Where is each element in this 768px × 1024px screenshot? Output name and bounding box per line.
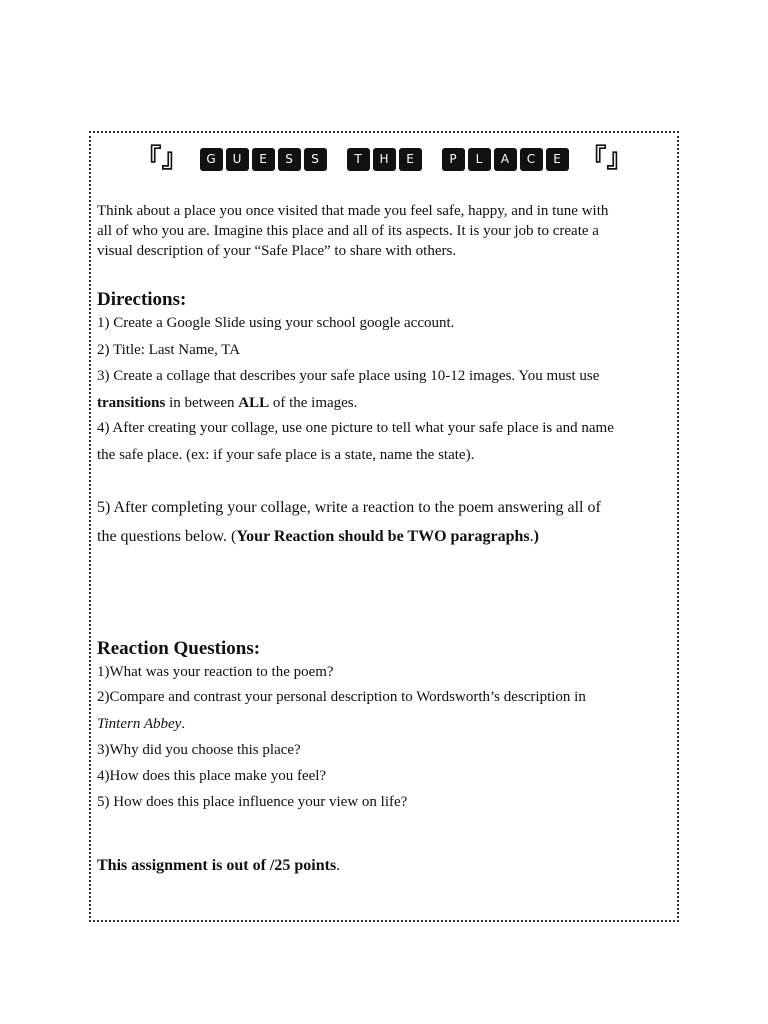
two-paragraphs-emphasis: Your Reaction should be TWO paragraphs — [236, 528, 530, 545]
title-letter: A — [494, 148, 517, 171]
title-letter: G — [200, 148, 223, 171]
transitions-emphasis: transitions — [97, 395, 166, 411]
title-letter: E — [252, 148, 275, 171]
title-left-bracket: 『』 — [135, 144, 188, 174]
all-emphasis: ALL — [238, 395, 270, 411]
reaction-question-2-end: . — [181, 716, 186, 732]
intro-line-3: visual description of your “Safe Place” to share with others. — [97, 243, 457, 259]
title-right-bracket: 『』 — [580, 144, 633, 174]
title-word-guess — [200, 148, 327, 171]
title-word-place — [442, 148, 569, 171]
reaction-question-3: 3)Why did you choose this place? — [97, 742, 301, 758]
direction-item-5-text: the questions below. ( — [97, 528, 237, 545]
title-letter: P — [442, 148, 465, 171]
reaction-question-5: 5) How does this place influence your view on life? — [97, 794, 408, 810]
direction-item-3-text: in between — [165, 395, 239, 411]
points-emphasis: This assignment is out of /25 points — [97, 857, 337, 874]
title-letter: S — [304, 148, 327, 171]
direction-item-5-close: ) — [533, 528, 539, 545]
reaction-question-2-line-1: 2)Compare and contrast your personal description to Wordsworth’s description in — [97, 689, 586, 705]
intro-line-2: all of who you are. Imagine this place and all of its aspects. It is your job to create a — [97, 223, 599, 239]
points-statement — [97, 856, 340, 876]
direction-item-5-line-2 — [97, 527, 539, 547]
poem-title: Tintern Abbey — [97, 716, 182, 732]
direction-item-3-line-2 — [97, 393, 357, 413]
title-letter: E — [546, 148, 569, 171]
direction-item-4-line-1: 4) After creating your collage, use one picture to tell what your safe place is and name — [97, 420, 614, 436]
direction-item-3-line-1: 3) Create a collage that describes your safe place using 10-12 images. You must use — [97, 368, 600, 384]
title-letter: L — [468, 148, 491, 171]
direction-item-1: 1) Create a Google Slide using your school google account. — [97, 315, 455, 331]
title-word-the — [347, 148, 422, 171]
direction-item-3-end: of the images. — [269, 395, 358, 411]
page-title — [0, 144, 768, 174]
direction-item-4-line-2: the safe place. (ex: if your safe place is a state, name the state). — [97, 447, 475, 463]
title-letter: E — [399, 148, 422, 171]
direction-item-2: 2) Title: Last Name, TA — [97, 342, 241, 358]
intro-line-1: Think about a place you once visited that made you feel safe, happy, and in tune with — [97, 203, 609, 219]
reaction-question-1: 1)What was your reaction to the poem? — [97, 664, 334, 680]
reaction-question-4: 4)How does this place make you feel? — [97, 768, 327, 784]
directions-heading: Directions: — [97, 289, 187, 310]
title-letter: S — [278, 148, 301, 171]
reaction-question-2-line-2 — [97, 714, 185, 734]
points-period: . — [336, 857, 341, 874]
title-letter: C — [520, 148, 543, 171]
title-letter: U — [226, 148, 249, 171]
title-letter: T — [347, 148, 370, 171]
reaction-questions-heading: Reaction Questions: — [97, 638, 261, 659]
direction-item-5-line-1: 5) After completing your collage, write a reaction to the poem answering all of — [97, 499, 601, 516]
direction-item-5-period: . — [529, 528, 534, 545]
title-letter: H — [373, 148, 396, 171]
